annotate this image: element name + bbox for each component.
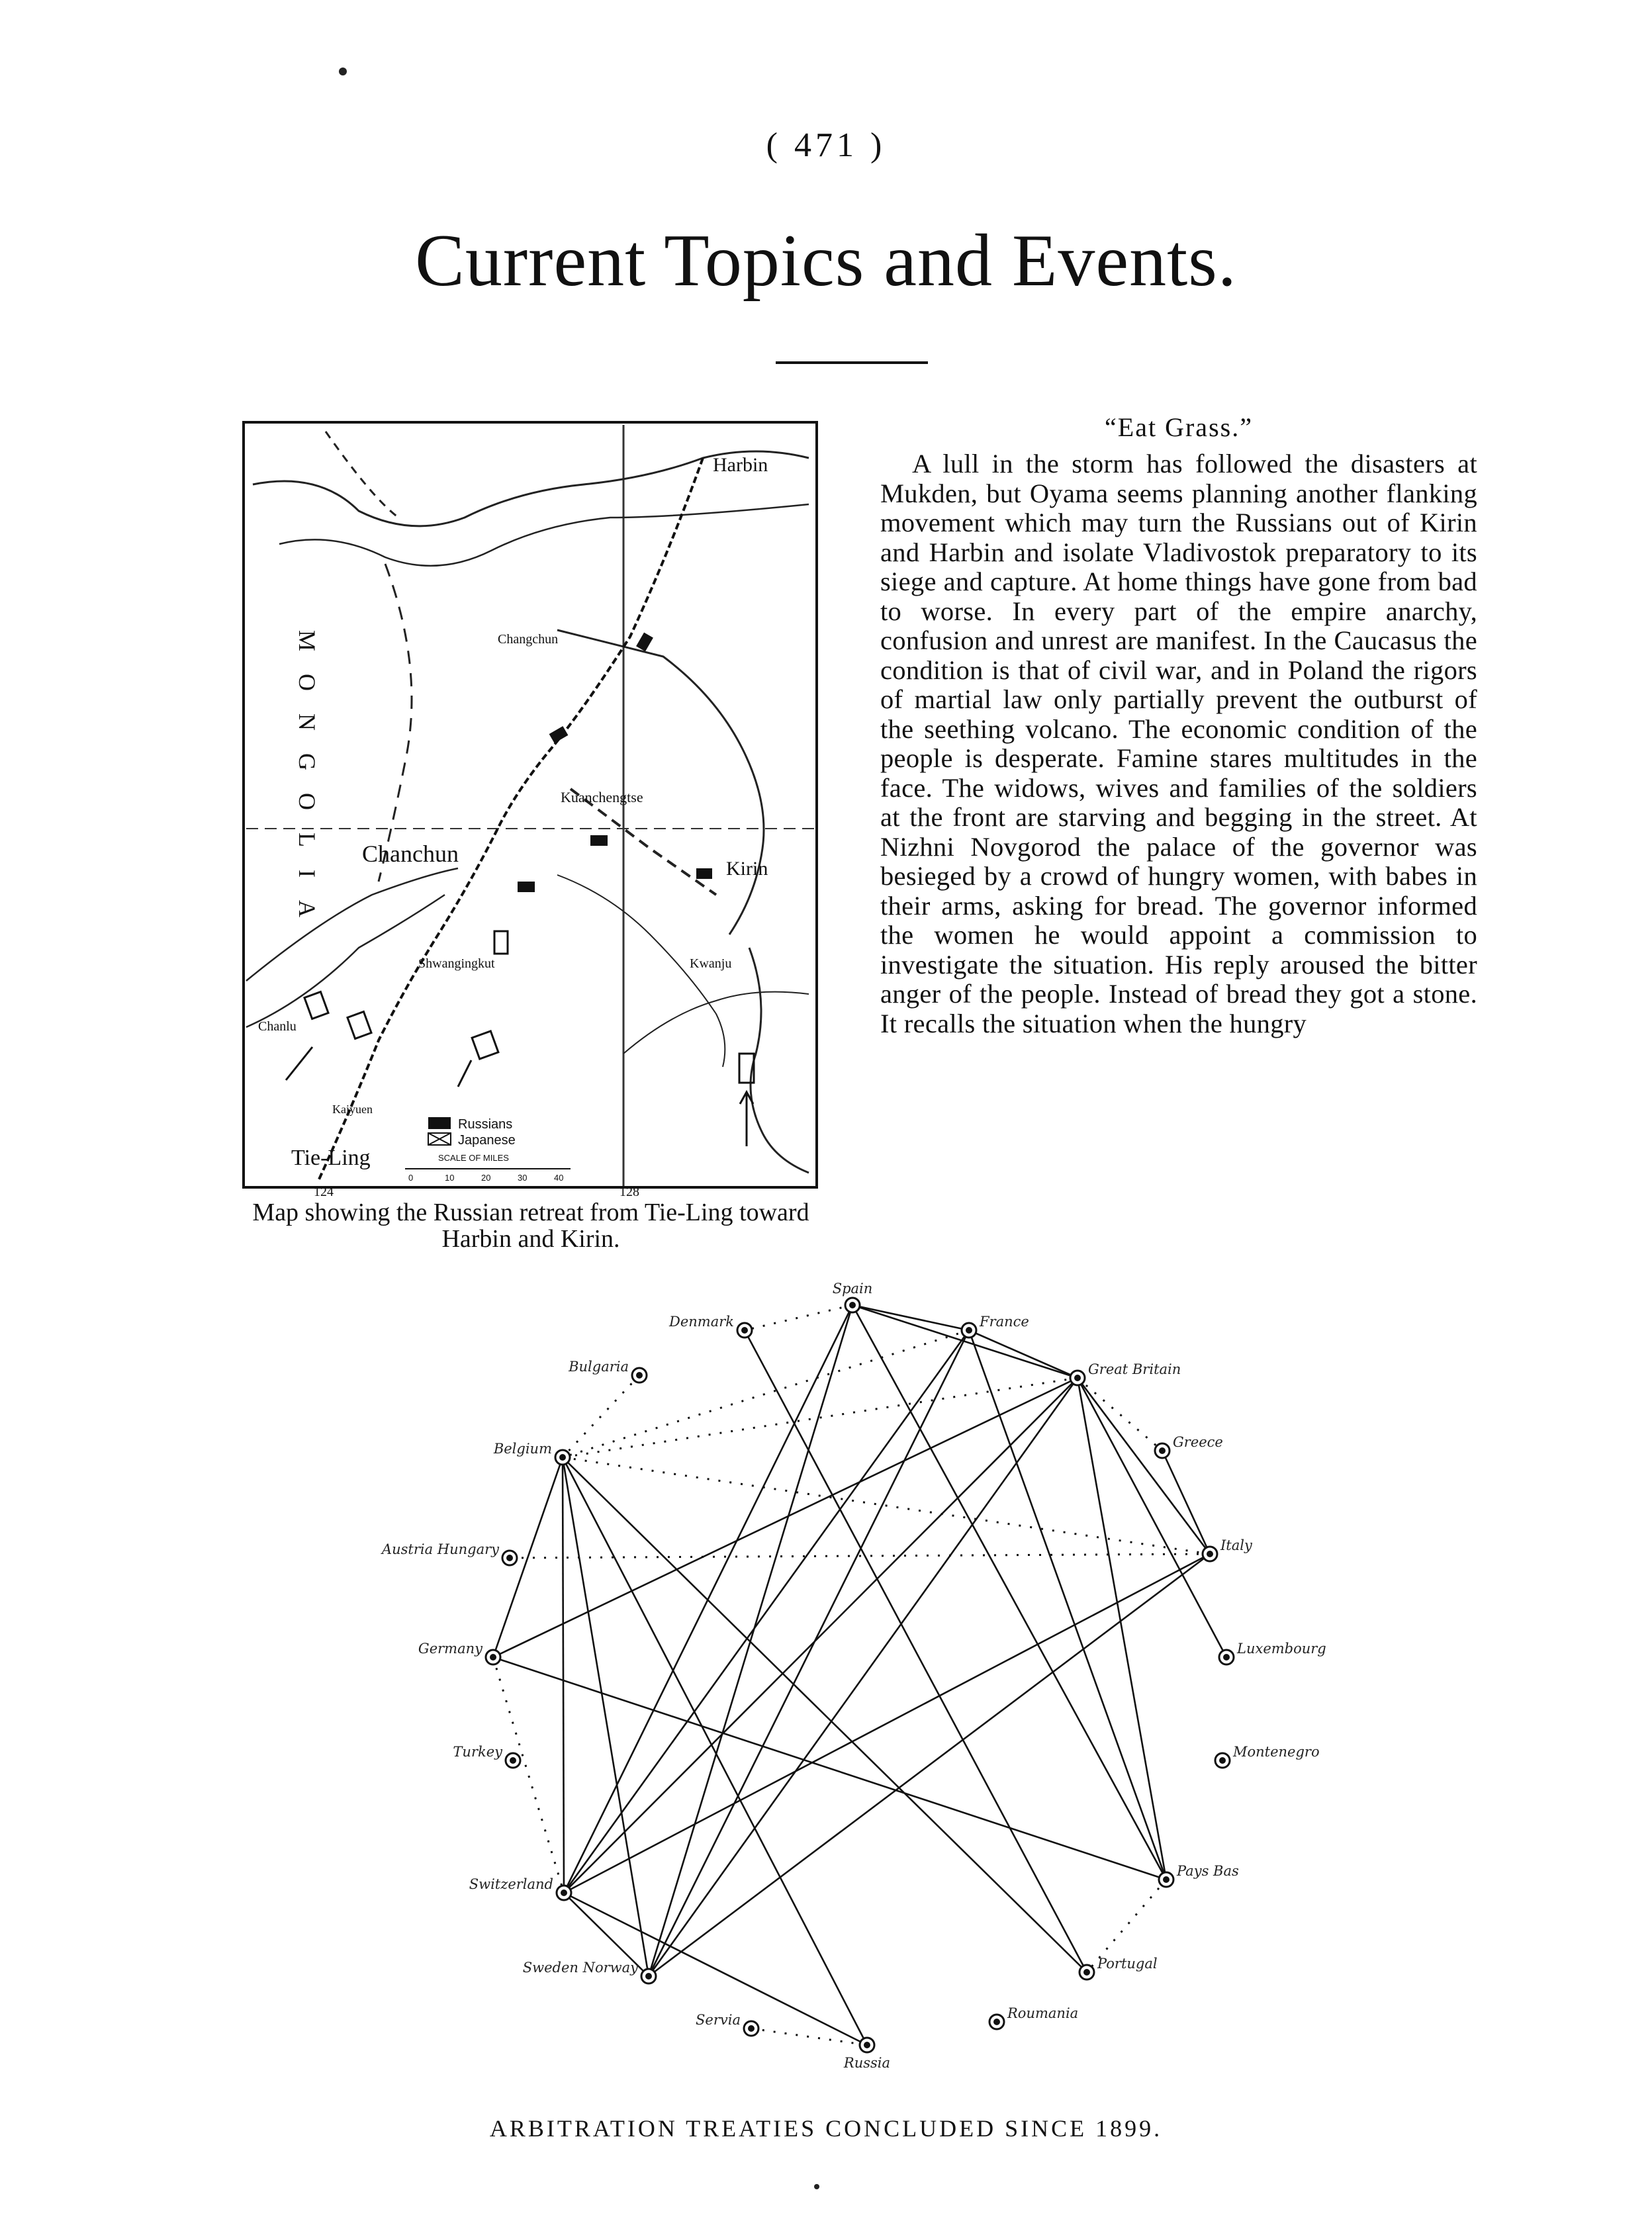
russian-marker <box>549 726 569 743</box>
country-label: Montenegro <box>1233 1744 1320 1760</box>
russian-marker <box>518 882 535 892</box>
treaty-line <box>745 1330 1087 1972</box>
map-label-kuanchengtse: Kuanchengtse <box>561 789 643 805</box>
treaty-line <box>969 1330 1078 1378</box>
page-title: Current Topics and Events. <box>415 220 1237 302</box>
treaty-line <box>563 1457 1087 1972</box>
page-speck <box>814 2184 819 2189</box>
country-node <box>1215 1744 1320 1768</box>
treaty-line <box>563 1457 564 1893</box>
country-label: Spain <box>832 1281 873 1297</box>
country-node <box>1070 1361 1181 1385</box>
country-label: Austria Hungary <box>381 1541 499 1557</box>
map-caption: Map showing the Russian retreat from Tie-Ling toward Harbin and Kirin. <box>252 1199 809 1253</box>
map-label-kaiyuen: Kaiyuen <box>332 1103 373 1116</box>
treaty-line <box>564 1554 1210 1893</box>
map-image <box>240 418 822 1199</box>
treaty-line-dotted <box>745 1305 852 1330</box>
legend-russians-label: Russians <box>458 1117 513 1132</box>
russian-marker <box>590 835 608 846</box>
country-node <box>843 2038 890 2071</box>
map-label-degree-128: 128 <box>620 1185 639 1199</box>
country-node <box>493 1441 570 1465</box>
country-label: Pays Bas <box>1177 1863 1239 1879</box>
japanese-marker <box>304 992 328 1019</box>
treaty-line-dotted <box>1078 1378 1162 1451</box>
country-label: Italy <box>1220 1537 1252 1553</box>
map-label-chanchun: Chanchun <box>362 841 459 867</box>
map-label-harbin: Harbin <box>713 454 768 476</box>
country-label: Germany <box>418 1641 482 1657</box>
treaty-line <box>564 1330 969 1893</box>
page-number: ( 471 ) <box>766 126 886 164</box>
scale-label: SCALE OF MILES <box>438 1153 509 1163</box>
map-label-mongolia: MONGOLIA <box>294 630 320 940</box>
legend-russians-swatch <box>428 1117 451 1129</box>
japanese-marker <box>472 1031 498 1059</box>
treaty-nodes <box>381 1281 1326 2071</box>
country-label: Sweden Norway <box>522 1960 638 1976</box>
treaty-line-dotted <box>563 1375 639 1457</box>
map-boundary <box>326 432 398 518</box>
country-label: Russia <box>843 2055 891 2071</box>
treaty-line <box>1078 1378 1226 1657</box>
map-boundary <box>379 564 412 882</box>
advance-arrow <box>286 1047 312 1080</box>
treaty-diagram <box>371 1277 1337 2091</box>
map-label-changchun: Changchun <box>498 632 559 647</box>
country-node <box>1079 1956 1158 1980</box>
russian-marker <box>636 633 653 652</box>
country-node <box>989 2005 1078 2029</box>
country-label: France <box>980 1314 1029 1330</box>
treaty-line <box>852 1305 1166 1880</box>
scale-tick: 40 <box>554 1173 564 1183</box>
treaty-line-dotted <box>563 1457 1210 1554</box>
map-label-shwangingkut: Shwangingkut <box>418 956 495 971</box>
treaty-line <box>649 1305 852 1976</box>
country-label: Turkey <box>453 1744 502 1760</box>
japanese-marker <box>347 1012 371 1039</box>
japanese-marker <box>494 931 508 954</box>
country-node <box>568 1359 647 1383</box>
country-label: Luxembourg <box>1237 1641 1326 1657</box>
map-river <box>557 875 725 1067</box>
article-body: A lull in the storm has followed the disasters at Mukden, but Oyama seems planning another flanking movement which may turn the Russians out of Kirin and Harbin and isolate Vladivostok preparatory to its siege and capture. At home things have gone from bad to worse. In every part of the empire anarchy, confusion and unrest are manifest. In the Caucasus the condition is that of civil war, and in Poland the rigors of martial law only partially prevent the outburst of the seething volcano. The economic condition of the people is desperate. Famine stares multitudes in the face. The widows, wives and families of the soldiers at the front are starving and begging in the street. At Nizhni Novgorod the palace of the governor was besieged by a crowd of hungry women, with babes in their arms, asking for bread. The governor informed the women he would appoint a commission to investigate the situation. His reply aroused the bitter anger of the people. Instead of bread they got a stone. It recalls the situation when the hungry <box>880 449 1477 1038</box>
map-railway <box>319 458 703 1179</box>
treaty-line <box>493 1657 1166 1880</box>
country-label: Portugal <box>1097 1956 1158 1972</box>
treaty-diagram-svg <box>371 1277 1337 2091</box>
country-node <box>962 1314 1029 1338</box>
map-river <box>749 948 809 1173</box>
map-river <box>623 992 809 1054</box>
country-node <box>453 1744 520 1768</box>
treaty-line <box>564 1378 1078 1893</box>
map-label-chanlu: Chanlu <box>258 1019 297 1034</box>
treaty-line <box>493 1378 1078 1657</box>
map-figure <box>240 418 822 1253</box>
country-node <box>418 1641 500 1664</box>
map-river <box>279 504 809 566</box>
scale-tick: 10 <box>445 1173 455 1183</box>
scale-tick: 0 <box>408 1173 414 1183</box>
country-label: Great Britain <box>1088 1361 1181 1377</box>
treaty-line <box>1162 1451 1210 1554</box>
country-label: Belgium <box>493 1441 552 1457</box>
scale-tick: 20 <box>481 1173 491 1183</box>
treaty-lines <box>493 1305 1226 2045</box>
map-river <box>246 895 445 1027</box>
scale-tick: 30 <box>518 1173 528 1183</box>
map-label-degree-124: 124 <box>314 1185 334 1199</box>
country-node <box>523 1960 656 1983</box>
country-node <box>469 1876 571 1900</box>
russian-marker <box>696 868 712 879</box>
country-node <box>1159 1863 1239 1887</box>
country-label: Roumania <box>1007 2005 1079 2021</box>
treaty-line <box>563 1457 867 2045</box>
country-node <box>668 1314 752 1338</box>
country-node <box>696 2012 758 2036</box>
country-label: Denmark <box>669 1314 734 1330</box>
treaty-line <box>1078 1378 1210 1554</box>
map-label-kirin: Kirin <box>726 858 768 880</box>
country-node <box>381 1541 517 1565</box>
country-label: Greece <box>1173 1434 1223 1450</box>
treaty-line-dotted <box>493 1657 564 1893</box>
treaty-line <box>649 1330 969 1976</box>
treaty-line <box>1078 1378 1166 1880</box>
advance-arrow <box>458 1060 471 1087</box>
article-heading: “Eat Grass.” <box>1105 412 1253 442</box>
country-node <box>1219 1641 1326 1664</box>
treaty-line <box>564 1305 852 1893</box>
legend-japanese-label: Japanese <box>458 1133 516 1148</box>
title-rule <box>776 361 928 364</box>
country-node <box>1203 1537 1253 1561</box>
page-speck <box>339 68 347 75</box>
map-label-kwanju: Kwanju <box>690 956 732 971</box>
treaty-line <box>969 1330 1166 1880</box>
country-label: Switzerland <box>469 1876 553 1892</box>
treaty-line-dotted <box>563 1330 969 1457</box>
country-label: Servia <box>696 2012 741 2028</box>
treaty-line <box>852 1305 969 1330</box>
map-label-tie-ling: Tie-Ling <box>291 1146 371 1170</box>
treaty-caption: ARBITRATION TREATIES CONCLUDED SINCE 1899. <box>489 2115 1163 2142</box>
treaty-line <box>649 1378 1078 1976</box>
article <box>880 412 1477 1038</box>
country-node <box>1155 1434 1223 1458</box>
country-label: Bulgaria <box>569 1359 629 1375</box>
map-frame <box>244 422 817 1187</box>
